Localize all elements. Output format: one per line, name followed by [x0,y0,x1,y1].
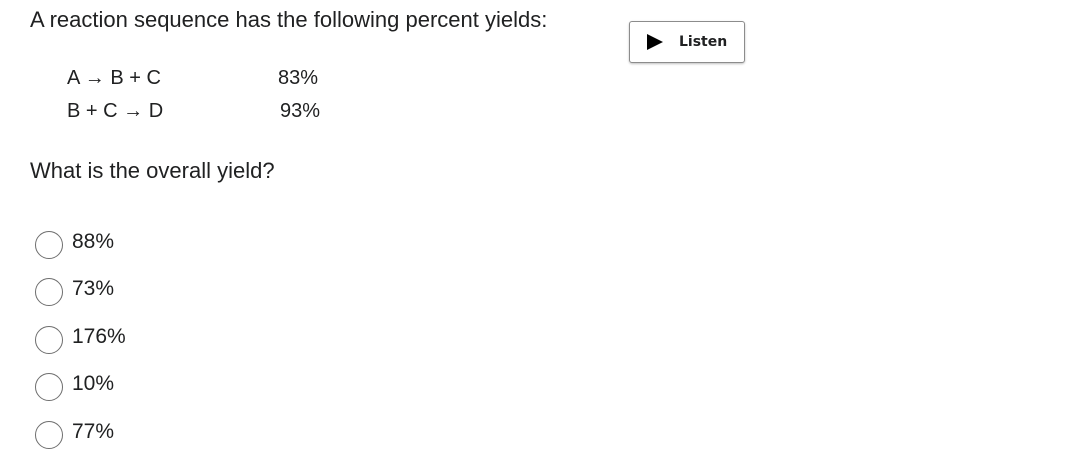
choice-label[interactable]: 88% [72,229,115,253]
answer-choice-1[interactable] [35,218,126,266]
question-intro: A reaction sequence has the following percent yields: [30,7,548,32]
listen-label: Listen [679,34,728,50]
reaction-equation: B + C → D [67,100,164,122]
answer-choices [35,218,126,456]
choice-label[interactable]: 176% [72,324,126,348]
reaction-yield: 93% [280,100,321,122]
radio-button[interactable] [35,231,63,259]
answer-choice-5[interactable] [35,408,126,456]
choice-label[interactable]: 10% [72,372,115,396]
radio-button[interactable] [35,373,63,401]
choice-label[interactable]: 77% [72,419,115,443]
radio-button[interactable] [35,278,63,306]
reaction-equation: A → B + C [67,67,161,89]
question-prompt: What is the overall yield? [30,158,275,183]
answer-choice-2[interactable] [35,266,126,314]
answer-choice-4[interactable] [35,361,126,409]
play-icon [647,34,663,50]
radio-button[interactable] [35,326,63,354]
reaction-yield: 83% [278,67,319,89]
choice-label[interactable]: 73% [72,277,115,301]
answer-choice-3[interactable] [35,313,126,361]
listen-button[interactable] [629,21,745,63]
radio-button[interactable] [35,421,63,449]
